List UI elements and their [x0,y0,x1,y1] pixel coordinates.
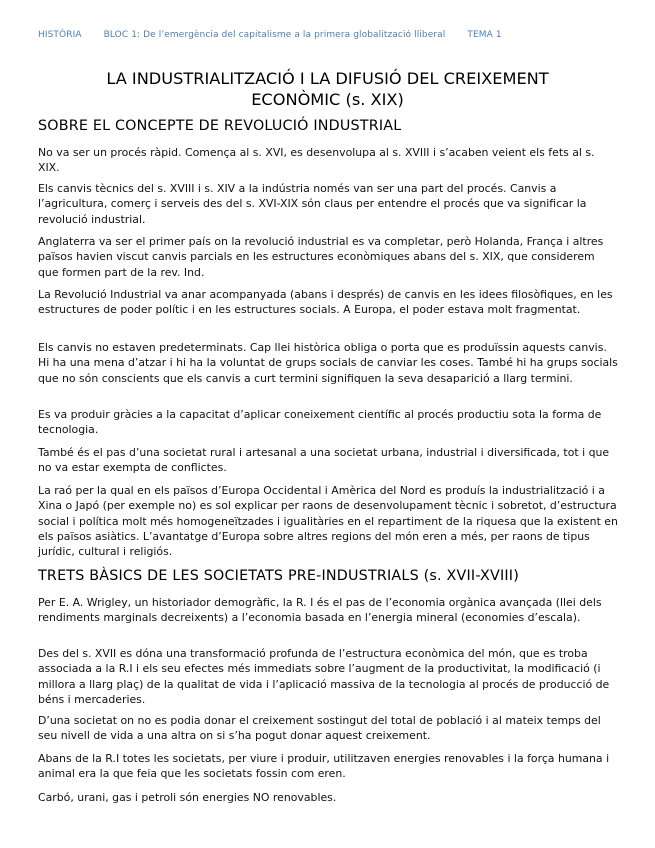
paragraph: Abans de la R.I totes les societats, per viure i produir, utilitzaven energies renovables i la força humana i animal era la que feia que les societats fossin com eren. [38,752,610,781]
header-subject: HISTÒRIA [38,30,82,40]
paragraph: Els canvis no estaven predeterminats. Cap llei històrica obliga o porta que es produïssin aquests canvis. Hi ha una mena d’atzar i hi ha la voluntat de grups socials de canviar les coses. També hi ha grups socials que no són conscients que els canvis a curt termini signifiquen la seva desaparició a llarg termini. [38,341,618,385]
paragraph: Per E. A. Wrigley, un historiador demogràfic, la R. I és el pas de l’economia orgànica avançada (llei dels rendiments marginals decreixents) a l’economia basada en l’energia mineral (economies d’escala). [38,596,602,625]
paragraph: La raó per la qual en els països d’Europa Occidental i Amèrica del Nord es produís la industrialització i a Xina o Japó (per exemple no) es sol explicar per raons de desenvolupament tècnic i sobretot, d’estructura social i política molt més homogeneïtzades i igualitàries en el repartiment de la riquesa que la existent en els països asiàtics. L’avantatge d’Europa sobre altres regions del món eren a més, per raons de tipus jurídic, cultural i religiós. [38,484,618,559]
page-title-line-2: ECONÒMIC (s. XIX) [251,90,404,109]
header-block: BLOC 1: De l’emergència del capitalisme a la primera globalització lliberal [103,30,446,40]
header-topic: TEMA 1 [467,30,502,40]
section-heading-pre-industrial-societies: TRETS BÀSICS DE LES SOCIETATS PRE-INDUSTRIALS (s. XVII-XVIII) [38,568,519,584]
paragraph: Es va produir gràcies a la capacitat d’aplicar coneixement científic al procés productiu sota la forma de tecnologia. [38,408,602,437]
paragraph: Els canvis tècnics del s. XVIII i s. XIV a la indústria només van ser una part del procés. Canvis a l’agricultura, comerç i serveis des del s. XVI-XIX són claus per entendre el procés que va significar la revolució industrial. [38,182,587,226]
paragraph: També és el pas d’una societat rural i artesanal a una societat urbana, industrial i diversificada, tot i que no va estar exempta de conflictes. [38,446,610,475]
paragraph: No va ser un procés ràpid. Comença al s. XVI, es desenvolupa al s. XVIII i s’acaben veient els fets al s. XIX. [38,146,595,175]
paragraph: Carbó, urani, gas i petroli són energies NO renovables. [38,791,337,804]
page-title-line-1: LA INDUSTRIALITZACIÓ I LA DIFUSIÓ DEL CREIXEMENT [106,69,549,88]
paragraph: D’una societat on no es podia donar el creixement sostingut del total de població i al mateix temps del seu nivell de vida a una altra on si s’ha pogut donar aquest creixement. [38,714,601,743]
paragraph: Des del s. XVII es dóna una transformació profunda de l’estructura econòmica del món, que es troba associada a la R.I i els seu efectes més immediats sobre l’augment de la productivitat, la modificació (i millora a llarg plaç) de la qualitat de vida i l’aplicació massiva de la tecnologia al procés de producció de béns i mercaderies. [38,647,610,706]
paragraph: Anglaterra va ser el primer país on la revolució industrial es va completar, però Holanda, França i altres països havien viscut canvis parcials en les estructures econòmiques abans del s. XIX, que considerem que formen part de la rev. Ind. [38,235,604,279]
section-heading-industrial-revolution: SOBRE EL CONCEPTE DE REVOLUCIÓ INDUSTRIAL [38,118,402,134]
page-title [38,68,617,110]
paragraph: La Revolució Industrial va anar acompanyada (abans i després) de canvis en les idees filosòfiques, en les estructures de poder polític i en les estructures socials. A Europa, el poder estava molt fragmentat. [38,288,613,317]
running-header [38,30,524,40]
